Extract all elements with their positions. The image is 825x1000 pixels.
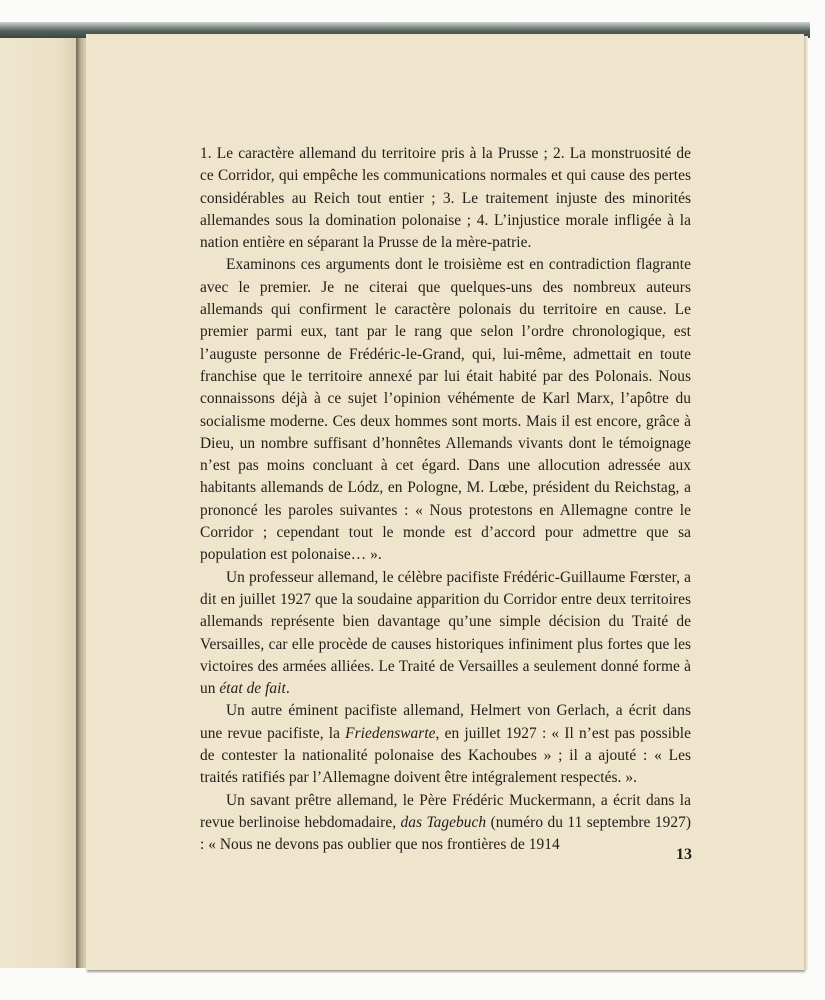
text-run: (numéro du 11 septembre 1927) : « Nous ne devons pas oublier que nos frontières de 1914	[200, 813, 691, 854]
italic-title: état de fait	[219, 680, 286, 698]
paragraph	[200, 143, 691, 254]
text-run: Un professeur allemand, le célèbre pacifiste Frédéric-Guillaume Fœrster, a dit en juillet 1927 que la soudaine apparition du Corridor entre deux territoires allemands représente bien davantage qu’une simple décision du Traité de Versailles, car elle procède de causes historiques infiniment plus fortes que les victoires des armées alliées. Le Traité de Versailles a seulement donné forme à un	[200, 568, 691, 698]
italic-title: Friedenswarte	[345, 724, 436, 742]
paragraph	[200, 567, 691, 701]
text-run: Un savant prêtre allemand, le Père Frédéric Muckermann, a écrit dans la revue berlinoise hebdomadaire,	[200, 791, 691, 831]
text-run: Examinons ces arguments dont le troisième est en contradiction flagrante avec le premier. Je ne citerai que quelques-uns des nombreux auteurs allemands qui confirment le caractère polonais du territoire en cause. Le premier parmi eux, tant par le rang que selon l’ordre chronologique, est l’auguste personne de Frédéric-le-Grand, qui, lui-même, admettait en toute franchise que le territoire annexé par lui était habité par des Polonais. Nous connaissons déjà à ce sujet l’opinion véhémente de Karl Marx, l’apôtre du socialisme moderne. Ces deux hommes sont morts. Mais il est encore, grâce à Dieu, un nombre suffisant d’honnêtes Allemands vivants dont le témoignage n’est pas moins concluant à cet égard. Dans une allocution adressée aux habitants allemands de Lódz, en Pologne, M. Lœbe, président du Reichstag, a prononcé les paroles suivantes : « Nous protestons en Allemagne contre le Corridor ; cependant tout le monde est d’accord pour admettre que sa population est polonaise… ».	[200, 256, 691, 564]
paragraph	[200, 700, 691, 789]
page-right-edge	[804, 36, 808, 970]
text-run: , en juillet 1927 : « Il n’est pas possible de contester la nationalité polonaise des Kachoubes » ; il a ajouté : « Les traités ratifiés par l’Allemagne doivent être intégralement respectés. ».	[200, 724, 691, 787]
body-text	[200, 143, 691, 857]
italic-title: das Tagebuch	[400, 813, 487, 831]
paragraph	[200, 790, 691, 857]
text-run: Un autre éminent pacifiste allemand, Helmert von Gerlach, a écrit dans une revue pacifiste, la	[200, 702, 691, 742]
text-run: .	[285, 680, 290, 698]
text-run: 1. Le caractère allemand du territoire pris à la Prusse ; 2. La monstruosité de ce Corridor, qui empêche les communications normales et qui cause des pertes considérables au Reich tout entier ; 3. Le traitement injuste des minorités allemandes sous la domination polonaise ; 4. L’injustice morale infligée à la nation entière en séparant la Prusse de la mère-patrie.	[200, 145, 691, 252]
paragraph	[200, 254, 691, 566]
previous-page-edge	[0, 28, 81, 968]
page-number: 13	[676, 846, 692, 863]
